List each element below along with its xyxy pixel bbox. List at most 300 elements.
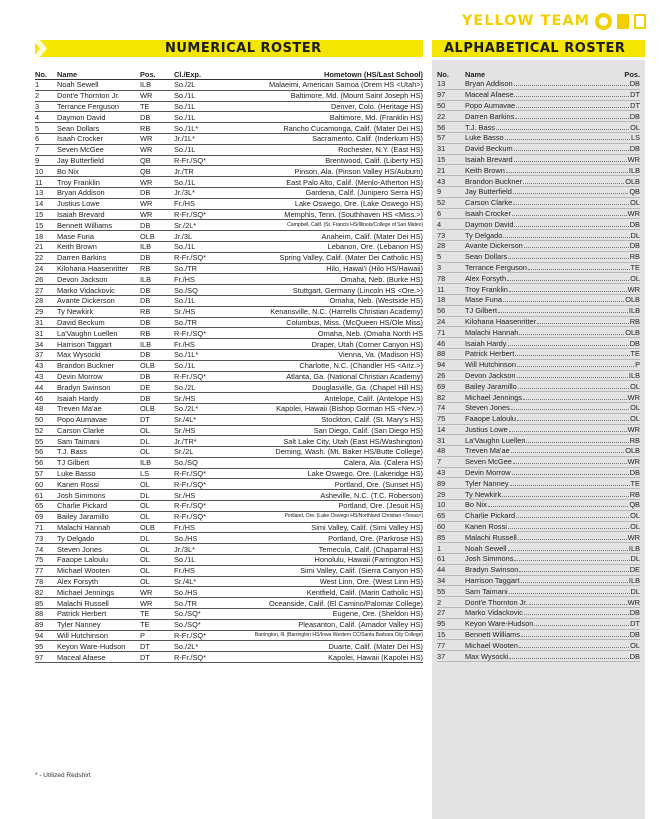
player-position: TE bbox=[630, 262, 640, 272]
player-hometown: Kentfield, Calif. (Marin Catholic HS) bbox=[220, 587, 423, 598]
player-name: Terrance Ferguson bbox=[57, 101, 140, 112]
player-position: TE bbox=[630, 349, 640, 359]
player-name: Isaah Crocker bbox=[465, 208, 512, 218]
player-position: OL bbox=[140, 555, 174, 566]
player-class: Fr./HS bbox=[174, 565, 220, 576]
player-hometown: Stockton, Calif. (St. Mary's HS) bbox=[220, 414, 423, 425]
player-position: DL bbox=[140, 490, 174, 501]
player-name: David Beckum bbox=[57, 317, 140, 328]
player-class: So./TR bbox=[174, 263, 220, 274]
list-item bbox=[437, 251, 640, 262]
dot-leader bbox=[509, 291, 627, 292]
player-position: OL bbox=[140, 576, 174, 587]
player-number: 46 bbox=[437, 338, 465, 349]
player-name-position bbox=[465, 208, 640, 219]
player-class: Sr./HS bbox=[174, 393, 220, 404]
column-header-pos: Pos. bbox=[624, 69, 640, 79]
player-name-position bbox=[465, 629, 640, 640]
player-position: DT bbox=[630, 100, 640, 110]
player-class: So./TR bbox=[174, 317, 220, 328]
player-name: Treven Ma'ae bbox=[465, 446, 510, 456]
player-name-position bbox=[465, 197, 640, 208]
player-hometown: Kenansville, N.C. (Harrells Christian Academy) bbox=[220, 306, 423, 317]
player-number: 56 bbox=[437, 305, 465, 316]
column-header-no: No. bbox=[437, 69, 449, 79]
player-name: Bailey Jaramillo bbox=[465, 381, 517, 391]
player-hometown: Columbus, Miss. (McQueen HS/Ole Miss) bbox=[220, 317, 423, 328]
player-name: Avante Dickerson bbox=[465, 241, 523, 251]
table-row bbox=[35, 339, 423, 350]
list-item bbox=[437, 608, 640, 619]
list-item bbox=[437, 197, 640, 208]
list-item bbox=[437, 240, 640, 251]
list-item bbox=[437, 294, 640, 305]
player-number: 85 bbox=[437, 532, 465, 543]
player-class: Jr./3L bbox=[174, 231, 220, 242]
player-number: 50 bbox=[437, 100, 465, 111]
player-number: 26 bbox=[35, 274, 57, 285]
player-number: 21 bbox=[35, 241, 57, 252]
player-name: Popo Aumavae bbox=[465, 100, 516, 110]
player-number: 31 bbox=[35, 317, 57, 328]
player-name: Malachi Russell bbox=[57, 598, 140, 609]
player-position: DB bbox=[629, 630, 640, 640]
dot-leader bbox=[529, 604, 627, 605]
player-name-position bbox=[465, 456, 640, 467]
list-item bbox=[437, 564, 640, 575]
player-hometown: Anaheim, Calif. (Mater Dei HS) bbox=[220, 231, 423, 242]
player-hometown: Temecula, Calif. (Chaparral HS) bbox=[220, 544, 423, 555]
player-name-position bbox=[465, 608, 640, 619]
player-name: Bo Nix bbox=[57, 166, 140, 177]
player-name: Devin Morrow bbox=[57, 371, 140, 382]
list-item bbox=[437, 618, 640, 629]
numerical-roster-table bbox=[35, 69, 423, 663]
player-name: T.J. Bass bbox=[465, 122, 495, 132]
list-item bbox=[437, 435, 640, 446]
player-name-position bbox=[465, 467, 640, 478]
list-item bbox=[437, 348, 640, 359]
player-position: DB bbox=[629, 79, 640, 89]
dot-leader bbox=[518, 539, 627, 540]
player-position: DT bbox=[630, 90, 640, 100]
player-name: Brandon Buckner bbox=[465, 176, 523, 186]
player-number: 56 bbox=[437, 122, 465, 133]
player-class: So./1L* bbox=[174, 123, 220, 134]
player-position: ILB bbox=[140, 274, 174, 285]
player-number: 4 bbox=[437, 219, 465, 230]
player-number: 52 bbox=[35, 425, 57, 436]
dot-leader bbox=[519, 571, 628, 572]
player-number: 29 bbox=[35, 306, 57, 317]
player-position: DB bbox=[140, 317, 174, 328]
player-name-position bbox=[465, 294, 640, 305]
player-number: 15 bbox=[437, 629, 465, 640]
dot-leader bbox=[513, 193, 628, 194]
dot-leader bbox=[516, 107, 629, 108]
player-class: R-Fr./SQ* bbox=[174, 501, 220, 512]
player-hometown: Baltimore, Md. (Franklin HS) bbox=[220, 112, 423, 123]
player-name: Sam Taimani bbox=[57, 436, 140, 447]
player-position: DT bbox=[140, 652, 174, 663]
player-position: WR bbox=[627, 532, 640, 542]
list-item bbox=[437, 305, 640, 316]
player-position: OL bbox=[630, 122, 640, 132]
list-item bbox=[437, 359, 640, 370]
player-name: Seven McGee bbox=[57, 144, 140, 155]
player-number: 4 bbox=[35, 112, 57, 123]
list-item bbox=[437, 478, 640, 489]
player-position: WR bbox=[140, 209, 174, 220]
dot-leader bbox=[498, 312, 628, 313]
dot-leader bbox=[488, 506, 629, 507]
player-name: Marko Vidackovic bbox=[465, 608, 523, 618]
player-number: 56 bbox=[35, 457, 57, 468]
player-class: So./1L bbox=[174, 360, 220, 371]
player-name: Bailey Jaramillo bbox=[57, 511, 140, 522]
player-number: 7 bbox=[35, 144, 57, 155]
player-hometown: Gardena, Calif. (Junipero Serra HS) bbox=[220, 187, 423, 198]
player-number: 3 bbox=[437, 262, 465, 273]
player-name: Ty Newkirk bbox=[57, 306, 140, 317]
player-name: Faaope Laloulu bbox=[57, 555, 140, 566]
player-number: 50 bbox=[35, 414, 57, 425]
list-item bbox=[437, 273, 640, 284]
table-row bbox=[35, 263, 423, 274]
player-hometown: Honolulu, Hawaii (Farrington HS) bbox=[220, 555, 423, 566]
player-class: So./SQ bbox=[174, 457, 220, 468]
player-hometown: Simi Valley, Calif. (Simi Valley HS) bbox=[220, 522, 423, 533]
player-position: LS bbox=[630, 133, 640, 143]
player-number: 43 bbox=[35, 360, 57, 371]
player-position: OL bbox=[140, 565, 174, 576]
player-name-position bbox=[465, 284, 640, 295]
player-position: ILB bbox=[140, 80, 174, 91]
list-item bbox=[437, 132, 640, 143]
player-name: Mase Funa bbox=[465, 295, 502, 305]
player-name: Charlie Pickard bbox=[57, 501, 140, 512]
player-name-position bbox=[465, 489, 640, 500]
player-name-position bbox=[465, 89, 640, 100]
dot-leader bbox=[521, 582, 628, 583]
player-number: 37 bbox=[35, 349, 57, 360]
table-row bbox=[35, 144, 423, 155]
player-name: Marko Vidackovic bbox=[57, 285, 140, 296]
player-class: R-Fr./SQ* bbox=[174, 252, 220, 263]
dot-leader bbox=[513, 463, 627, 464]
player-name: Avante Dickerson bbox=[57, 295, 140, 306]
player-position: OL bbox=[630, 640, 640, 650]
player-position: WR bbox=[627, 284, 640, 294]
player-name-position bbox=[465, 338, 640, 349]
list-item bbox=[437, 370, 640, 381]
table-row bbox=[35, 241, 423, 252]
player-number: 43 bbox=[35, 371, 57, 382]
dot-leader bbox=[508, 258, 628, 259]
list-item bbox=[437, 111, 640, 122]
player-position: TE bbox=[140, 609, 174, 620]
player-number: 1 bbox=[437, 543, 465, 554]
player-position: DB bbox=[629, 111, 640, 121]
player-hometown: Rancho Cucamonga, Calif. (Mater Dei HS) bbox=[220, 123, 423, 134]
player-name: Carson Clarke bbox=[57, 425, 140, 436]
player-class: Sr./2L bbox=[174, 447, 220, 458]
player-name: Daymon David bbox=[465, 219, 514, 229]
player-hometown: Douglasville, Ga. (Chapel Hill HS) bbox=[220, 382, 423, 393]
list-item bbox=[437, 186, 640, 197]
list-item bbox=[437, 284, 640, 295]
player-position: OL bbox=[630, 381, 640, 391]
table-row bbox=[35, 533, 423, 544]
player-name-position bbox=[465, 597, 640, 608]
table-row bbox=[35, 252, 423, 263]
player-number: 78 bbox=[35, 576, 57, 587]
player-name: Mase Funa bbox=[57, 231, 140, 242]
player-number: 21 bbox=[437, 165, 465, 176]
player-number: 55 bbox=[35, 436, 57, 447]
list-item bbox=[437, 392, 640, 403]
list-item bbox=[437, 262, 640, 273]
player-number: 73 bbox=[437, 230, 465, 241]
dot-leader bbox=[514, 560, 629, 561]
column-header-no: No. bbox=[35, 69, 57, 80]
player-name: Bryan Addison bbox=[465, 79, 513, 89]
dot-leader bbox=[506, 172, 628, 173]
player-name: Jay Butterfield bbox=[465, 187, 512, 197]
player-class: So./SQ bbox=[174, 285, 220, 296]
player-name-position bbox=[465, 176, 640, 187]
dot-leader bbox=[507, 280, 629, 281]
player-hometown: Antelope, Calif. (Antelope HS) bbox=[220, 393, 423, 404]
player-name-position bbox=[465, 564, 640, 575]
player-class: R-Fr./SQ* bbox=[174, 209, 220, 220]
player-name: La'Vaughn Luellen bbox=[57, 328, 140, 339]
player-name: Keith Brown bbox=[57, 241, 140, 252]
player-name: Kilohana Haasenritter bbox=[57, 263, 140, 274]
player-position: DB bbox=[629, 241, 640, 251]
table-row bbox=[35, 231, 423, 242]
table-row bbox=[35, 501, 423, 512]
player-number: 85 bbox=[35, 598, 57, 609]
list-item bbox=[437, 500, 640, 511]
player-position: TE bbox=[140, 619, 174, 630]
player-position: OL bbox=[630, 522, 640, 532]
player-position: DB bbox=[140, 220, 174, 231]
player-position: DT bbox=[630, 619, 640, 629]
list-item bbox=[437, 467, 640, 478]
player-hometown: Rochester, N.Y. (East HS) bbox=[220, 144, 423, 155]
list-item bbox=[437, 597, 640, 608]
player-class: Sr./HS bbox=[174, 425, 220, 436]
player-number: 82 bbox=[437, 392, 465, 403]
dot-leader bbox=[508, 345, 629, 346]
player-position: OLB bbox=[625, 327, 640, 337]
player-hometown: Vienna, Va. (Madison HS) bbox=[220, 349, 423, 360]
team-header bbox=[462, 10, 646, 32]
table-row bbox=[35, 80, 423, 91]
player-name: Justius Lowe bbox=[57, 198, 140, 209]
player-number: 27 bbox=[437, 608, 465, 619]
numerical-roster-band bbox=[35, 40, 423, 57]
table-row bbox=[35, 177, 423, 188]
dot-leader bbox=[514, 161, 627, 162]
table-row bbox=[35, 641, 423, 652]
player-position: WR bbox=[140, 144, 174, 155]
player-hometown: Simi Valley, Calif. (Sierra Canyon HS) bbox=[220, 565, 423, 576]
player-position: DB bbox=[629, 468, 640, 478]
player-class: R-Fr./SQ* bbox=[174, 328, 220, 339]
player-number: 82 bbox=[35, 587, 57, 598]
player-name: Luke Basso bbox=[57, 468, 140, 479]
player-hometown: Lebanon, Ore. (Lebanon HS) bbox=[220, 241, 423, 252]
player-number: 89 bbox=[35, 619, 57, 630]
player-name: Devon Jackson bbox=[57, 274, 140, 285]
player-number: 95 bbox=[437, 618, 465, 629]
dot-leader bbox=[509, 593, 630, 594]
list-item bbox=[437, 510, 640, 521]
numerical-roster-title: NUMERICAL ROSTER bbox=[165, 41, 322, 56]
player-name: Sean Dollars bbox=[57, 123, 140, 134]
player-name: Malachi Hannah bbox=[465, 327, 519, 337]
player-position: DB bbox=[140, 349, 174, 360]
player-name: Keyon Ware-Hudson bbox=[465, 619, 534, 629]
player-number: 74 bbox=[35, 544, 57, 555]
player-name: Terrance Ferguson bbox=[465, 262, 528, 272]
table-row bbox=[35, 155, 423, 166]
dot-leader bbox=[537, 323, 629, 324]
player-name: Seven McGee bbox=[465, 457, 512, 467]
player-class: R-Fr./SQ* bbox=[174, 511, 220, 522]
player-name: Daymon David bbox=[57, 112, 140, 123]
player-class: R-Fr./SQ* bbox=[174, 468, 220, 479]
player-number: 56 bbox=[35, 447, 57, 458]
player-position: DB bbox=[629, 338, 640, 348]
table-row bbox=[35, 360, 423, 371]
player-hometown: Calera, Ala. (Calera HS) bbox=[220, 457, 423, 468]
player-hometown: Brentwood, Calif. (Liberty HS) bbox=[220, 155, 423, 166]
player-name: Kanen Rossi bbox=[57, 479, 140, 490]
table-row bbox=[35, 209, 423, 220]
dot-leader bbox=[528, 269, 630, 270]
player-name: Isaiah Hardy bbox=[465, 338, 507, 348]
player-position: OLB bbox=[140, 522, 174, 533]
player-hometown: Spring Valley, Calif. (Mater Dei Catholic HS) bbox=[220, 252, 423, 263]
table-row bbox=[35, 101, 423, 112]
table-row bbox=[35, 371, 423, 382]
player-position: OL bbox=[140, 479, 174, 490]
dot-leader bbox=[503, 237, 629, 238]
player-name-position bbox=[465, 521, 640, 532]
player-hometown: Oceanside, Calif. (El Camino/Palomar College) bbox=[220, 598, 423, 609]
player-position: DB bbox=[629, 651, 640, 661]
alphabetical-roster-table bbox=[437, 69, 640, 662]
player-hometown: Barrington, Ill. (Barrington HS/Iowa Western CC/Santa Barbara City College) bbox=[220, 630, 423, 641]
player-number: 28 bbox=[35, 295, 57, 306]
player-name-position bbox=[465, 305, 640, 316]
player-number: 52 bbox=[437, 197, 465, 208]
player-number: 60 bbox=[437, 521, 465, 532]
player-number: 27 bbox=[35, 285, 57, 296]
player-position: DL bbox=[630, 586, 640, 596]
player-name-position bbox=[465, 100, 640, 111]
list-item bbox=[437, 89, 640, 100]
table-row bbox=[35, 349, 423, 360]
player-number: 46 bbox=[35, 393, 57, 404]
player-name: Steven Jones bbox=[57, 544, 140, 555]
player-name: Bo Nix bbox=[465, 500, 487, 510]
player-hometown: Stuttgart, Germany (Lincoln HS <Ore.>) bbox=[220, 285, 423, 296]
player-name-position bbox=[465, 575, 640, 586]
player-position: RB bbox=[140, 328, 174, 339]
dot-leader bbox=[514, 150, 629, 151]
player-class: So./1L bbox=[174, 112, 220, 123]
player-name: Isaah Crocker bbox=[57, 133, 140, 144]
table-row bbox=[35, 630, 423, 641]
list-item bbox=[437, 316, 640, 327]
player-number: 18 bbox=[35, 231, 57, 242]
player-position: DL bbox=[140, 533, 174, 544]
player-name: Dont'e Thornton Jr. bbox=[57, 90, 140, 101]
player-class: R-Fr./SQ* bbox=[174, 371, 220, 382]
player-position: P bbox=[635, 360, 640, 370]
player-number: 88 bbox=[35, 609, 57, 620]
player-position: WR bbox=[140, 90, 174, 101]
table-row bbox=[35, 479, 423, 490]
player-name-position bbox=[465, 132, 640, 143]
player-name: Max Wysocki bbox=[57, 349, 140, 360]
player-name-position bbox=[465, 500, 640, 511]
list-item bbox=[437, 629, 640, 640]
player-position: QB bbox=[629, 187, 640, 197]
dot-leader bbox=[523, 399, 627, 400]
player-number: 88 bbox=[437, 348, 465, 359]
player-position: DL bbox=[140, 436, 174, 447]
table-row bbox=[35, 447, 423, 458]
player-number: 34 bbox=[437, 575, 465, 586]
column-header-hometown: Hometown (HS/Last School) bbox=[220, 69, 423, 80]
player-name: Kanen Rossi bbox=[465, 522, 507, 532]
player-name: Will Hutchinson bbox=[57, 630, 140, 641]
player-position: DB bbox=[629, 219, 640, 229]
player-name-position bbox=[465, 510, 640, 521]
list-item bbox=[437, 489, 640, 500]
player-name: Ty Newkirk bbox=[465, 489, 502, 499]
player-number: 89 bbox=[437, 478, 465, 489]
player-position: DL bbox=[630, 554, 640, 564]
player-name: TJ Gilbert bbox=[465, 306, 498, 316]
table-row bbox=[35, 133, 423, 144]
player-name: Justius Lowe bbox=[465, 424, 508, 434]
player-position: WR bbox=[627, 154, 640, 164]
player-class: Jr./TR bbox=[174, 166, 220, 177]
dot-leader bbox=[517, 366, 634, 367]
player-name: Steven Jones bbox=[465, 403, 510, 413]
table-row bbox=[35, 457, 423, 468]
player-hometown: Portland, Ore. (Parkrose HS) bbox=[220, 533, 423, 544]
player-hometown: Duarte, Calif. (Mater Dei HS) bbox=[220, 641, 423, 652]
table-row bbox=[35, 274, 423, 285]
table-row bbox=[35, 511, 423, 522]
player-hometown: West Linn, Ore. (West Linn HS) bbox=[220, 576, 423, 587]
player-position: QB bbox=[140, 166, 174, 177]
player-number: 10 bbox=[437, 500, 465, 511]
player-name: Sean Dollars bbox=[465, 252, 508, 262]
player-class: So./HS bbox=[174, 587, 220, 598]
player-number: 15 bbox=[35, 220, 57, 231]
team-title: YELLOW TEAM bbox=[461, 13, 590, 29]
player-position: P bbox=[140, 630, 174, 641]
player-name: Bryan Addison bbox=[57, 187, 140, 198]
